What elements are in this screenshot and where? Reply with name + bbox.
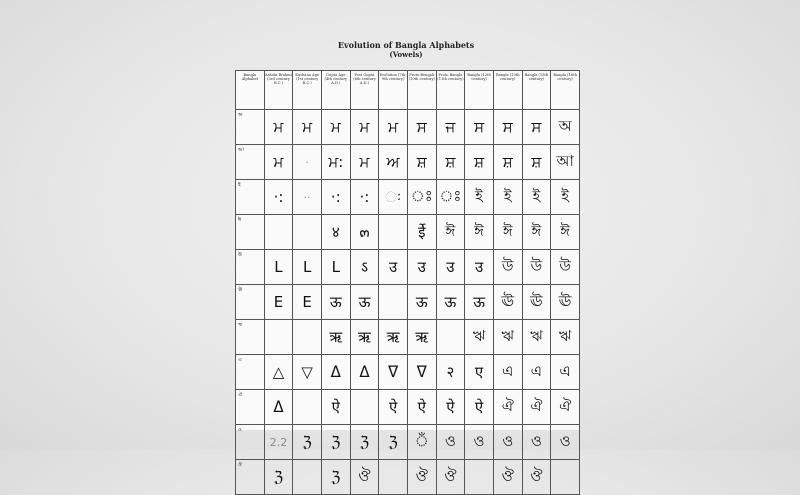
table-row	[236, 425, 580, 460]
glyph-cell: ও	[551, 425, 580, 460]
glyph-cell: ঊ	[522, 285, 551, 320]
glyph-cell	[379, 460, 408, 495]
row-label: ঈ	[236, 215, 265, 250]
glyph-cell: ঔ	[493, 460, 522, 495]
table-row	[236, 215, 580, 250]
glyph-cell: ਸ	[465, 110, 494, 145]
glyph-cell: ··	[293, 180, 322, 215]
glyph-cell: ঋ	[493, 320, 522, 355]
column-header: Bangla Alphabet	[236, 71, 265, 110]
glyph-cell	[264, 215, 293, 250]
glyph-cell: ऋ	[407, 320, 436, 355]
table-row	[236, 460, 580, 495]
glyph-cell: ᐁ	[379, 355, 408, 390]
glyph-cell: ਸ਼	[465, 145, 494, 180]
glyph-cell: ℨ	[264, 460, 293, 495]
glyph-cell: ঊ	[551, 285, 580, 320]
glyph-cell	[436, 320, 465, 355]
glyph-cell: ই	[493, 180, 522, 215]
column-header: Evolution (7th-9th century)	[379, 71, 408, 110]
glyph-cell: ๓	[350, 215, 379, 250]
document-subtitle: (Vowels)	[389, 50, 423, 59]
glyph-cell	[379, 215, 408, 250]
row-label: ঐ	[236, 390, 265, 425]
table-row	[236, 390, 580, 425]
glyph-cell	[465, 460, 494, 495]
table-row	[236, 110, 580, 145]
glyph-cell: ঋ	[465, 320, 494, 355]
glyph-cell: ঔ	[522, 460, 551, 495]
glyph-cell: ঈ	[551, 215, 580, 250]
glyph-cell: ঈ	[465, 215, 494, 250]
glyph-cell: ই	[551, 180, 580, 215]
column-header: Post Gupta (6th century A.D.)	[350, 71, 379, 110]
glyph-cell: ऐ	[465, 390, 494, 425]
glyph-cell: উ	[493, 250, 522, 285]
glyph-cell: ਮ	[350, 110, 379, 145]
table-row	[236, 355, 580, 390]
glyph-cell: ऊ	[465, 285, 494, 320]
row-label: ই	[236, 180, 265, 215]
glyph-cell: ऐ	[407, 390, 436, 425]
glyph-cell: ਮ	[321, 110, 350, 145]
glyph-cell: ঔ	[407, 460, 436, 495]
glyph-cell: ও	[436, 425, 465, 460]
row-label: ও	[236, 425, 265, 460]
glyph-cell: उ	[379, 250, 408, 285]
glyph-cell: ᐃ	[264, 390, 293, 425]
glyph-cell: ऐ	[379, 390, 408, 425]
glyph-cell: ਸ਼	[436, 145, 465, 180]
glyph-cell: उ	[465, 250, 494, 285]
glyph-cell: ঃ	[436, 180, 465, 215]
glyph-cell: 2.2	[264, 425, 293, 460]
glyph-cell: ·:	[321, 180, 350, 215]
glyph-cell: ঋ	[551, 320, 580, 355]
glyph-cell	[350, 390, 379, 425]
glyph-cell: ঈ	[436, 215, 465, 250]
glyph-cell: ঐ	[522, 390, 551, 425]
glyph-cell: ਮ:	[321, 145, 350, 180]
column-header: Bangla (16th century)	[551, 71, 580, 110]
column-header: Bangla (15th century)	[522, 71, 551, 110]
glyph-cell: ঐ	[551, 390, 580, 425]
header-row	[236, 71, 580, 110]
glyph-cell: E	[293, 285, 322, 320]
table-body	[236, 110, 580, 495]
table-row	[236, 145, 580, 180]
glyph-cell	[293, 215, 322, 250]
glyph-cell	[551, 460, 580, 495]
glyph-cell: ਸ	[522, 110, 551, 145]
glyph-cell	[379, 285, 408, 320]
glyph-cell: ℨ	[379, 425, 408, 460]
glyph-cell: ও	[493, 425, 522, 460]
column-header: Ashoki Brahmi (3rd century B.C.)	[264, 71, 293, 110]
table-row	[236, 180, 580, 215]
glyph-cell: L	[321, 250, 350, 285]
glyph-cell: ऽ	[350, 250, 379, 285]
glyph-cell: উ	[551, 250, 580, 285]
glyph-cell: এ	[493, 355, 522, 390]
glyph-cell: L	[264, 250, 293, 285]
glyph-cell: ਮ	[264, 110, 293, 145]
glyph-cell: ਅ	[379, 145, 408, 180]
glyph-cell: ਮ	[264, 145, 293, 180]
glyph-cell: ਜ	[436, 110, 465, 145]
glyph-cell: আ	[551, 145, 580, 180]
glyph-cell: ই	[522, 180, 551, 215]
table-row	[236, 250, 580, 285]
row-label: উ	[236, 250, 265, 285]
glyph-cell: এ	[522, 355, 551, 390]
glyph-cell: ਸ	[407, 110, 436, 145]
row-label: আ	[236, 145, 265, 180]
glyph-cell: उ	[436, 250, 465, 285]
glyph-cell: ঊ	[493, 285, 522, 320]
column-header: Bangla (13th century)	[493, 71, 522, 110]
glyph-cell: ऊ	[436, 285, 465, 320]
table-row	[236, 285, 580, 320]
glyph-cell: ऋ	[379, 320, 408, 355]
glyph-cell: ᐃ	[350, 355, 379, 390]
glyph-cell: ऊ	[350, 285, 379, 320]
document-title-block	[300, 40, 512, 60]
glyph-cell: ই	[465, 180, 494, 215]
glyph-cell: ऐ	[321, 390, 350, 425]
glyph-cell: △	[264, 355, 293, 390]
glyph-cell	[264, 320, 293, 355]
glyph-cell: ঔ	[436, 460, 465, 495]
glyph-cell: ঈ	[493, 215, 522, 250]
glyph-cell: ऋ	[350, 320, 379, 355]
glyph-cell: ईे	[407, 215, 436, 250]
glyph-cell: ਸ	[493, 110, 522, 145]
glyph-cell: ▽	[293, 355, 322, 390]
glyph-cell: ও	[465, 425, 494, 460]
column-header: Kushana Age (1st century B.C.)	[293, 71, 322, 110]
glyph-cell: উ	[522, 250, 551, 285]
row-label: ঔ	[236, 460, 265, 495]
evolution-table	[235, 70, 580, 495]
evolution-table-container	[235, 70, 580, 486]
glyph-cell: ঔ	[350, 460, 379, 495]
table-row	[236, 320, 580, 355]
glyph-cell: ·:	[264, 180, 293, 215]
row-label: ঊ	[236, 285, 265, 320]
column-header: Bangla (12th century)	[465, 71, 494, 110]
glyph-cell: ঃ	[407, 180, 436, 215]
row-label: অ	[236, 110, 265, 145]
glyph-cell: ਸ਼	[522, 145, 551, 180]
glyph-cell: ℨ	[293, 425, 322, 460]
glyph-cell: L	[293, 250, 322, 285]
glyph-cell: ℨ	[321, 460, 350, 495]
glyph-cell: ਮ	[379, 110, 408, 145]
glyph-cell: অ	[551, 110, 580, 145]
column-header: Proto-Bengali (10th century)	[407, 71, 436, 110]
glyph-cell: ऊ	[407, 285, 436, 320]
glyph-cell: ᐃ	[321, 355, 350, 390]
glyph-cell: E	[264, 285, 293, 320]
glyph-cell: ·	[293, 145, 322, 180]
glyph-cell	[293, 320, 322, 355]
glyph-cell: ঐ	[493, 390, 522, 425]
glyph-cell: ও	[522, 425, 551, 460]
column-header: Gupta Age (4th century A.D.)	[321, 71, 350, 110]
glyph-cell	[293, 390, 322, 425]
glyph-cell: ℨ	[350, 425, 379, 460]
glyph-cell: ·:	[350, 180, 379, 215]
glyph-cell: ऋ	[321, 320, 350, 355]
document-title: Evolution of Bangla Alphabets	[337, 40, 475, 50]
glyph-cell: ਸ਼	[493, 145, 522, 180]
glyph-cell: ए	[465, 355, 494, 390]
glyph-cell: उ	[407, 250, 436, 285]
glyph-cell: এ	[551, 355, 580, 390]
glyph-cell: २	[436, 355, 465, 390]
glyph-cell: ℨ	[321, 425, 350, 460]
glyph-cell: ਮ	[293, 110, 322, 145]
row-label: ঋ	[236, 320, 265, 355]
row-label: এ	[236, 355, 265, 390]
glyph-cell: ᐁ	[407, 355, 436, 390]
glyph-cell: ਸ਼	[407, 145, 436, 180]
glyph-cell: ઃ	[379, 180, 408, 215]
glyph-cell: ਮ	[350, 145, 379, 180]
column-header: Proto Bangla (11th century)	[436, 71, 465, 110]
glyph-cell: ঈ	[522, 215, 551, 250]
glyph-cell: ঋ	[522, 320, 551, 355]
glyph-cell	[293, 460, 322, 495]
glyph-cell: ঁ	[407, 425, 436, 460]
glyph-cell: ऊ	[321, 285, 350, 320]
glyph-cell: ऐ	[436, 390, 465, 425]
glyph-cell: ४	[321, 215, 350, 250]
